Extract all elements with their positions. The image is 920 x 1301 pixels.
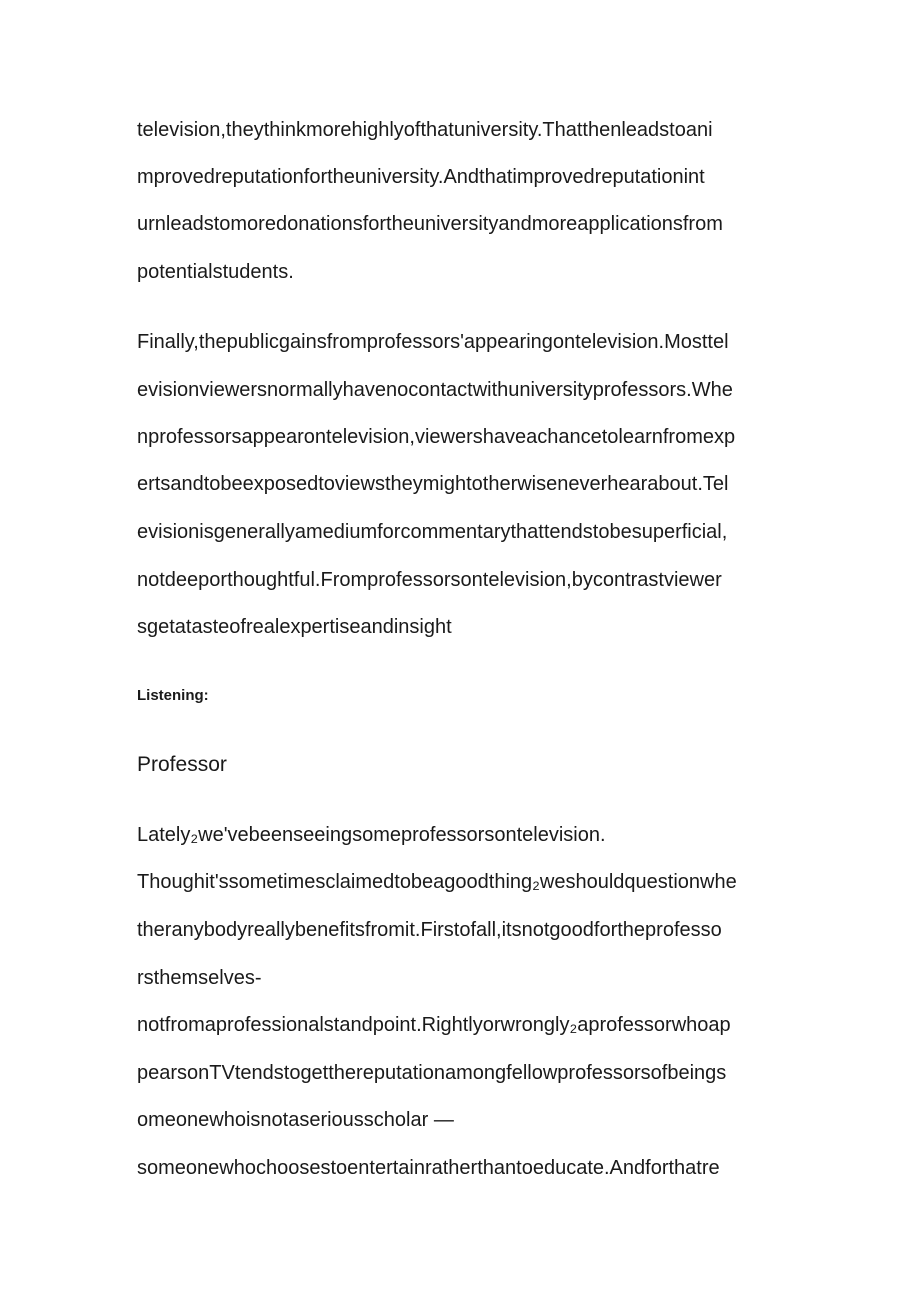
text-line: mprovedreputationfortheuniversity.Andthatimprovedreputationint <box>137 166 705 188</box>
text-line: Lately₂we'vebeenseeingsomeprofessorsontelevision. <box>137 824 606 846</box>
text-line: rsthemselves- <box>137 967 262 989</box>
text-line: nprofessorsappearontelevision,viewershaveachancetolearnfromexp <box>137 426 736 448</box>
text-line: television,theythinkmorehighlyofthatuniversity.Thatthenleadstoani <box>137 119 713 141</box>
text-line: pearsonTVtendstogetthereputationamongfellowprofessorsofbeings <box>137 1062 727 1084</box>
listening-heading: Listening: <box>137 687 209 704</box>
speaker-label: Professor <box>137 753 227 776</box>
text-line: urnleadstomoredonationsfortheuniversityandmoreapplicationsfrom <box>137 213 723 235</box>
text-line: evisionviewersnormallyhavenocontactwithuniversityprofessors.Whe <box>137 379 733 401</box>
text-line: theranybodyreallybenefitsfromit.Firstofall,itsnotgoodfortheprofesso <box>137 919 722 941</box>
text-line: notdeeporthoughtful.Fromprofessorsontelevision,bycontrastviewer <box>137 569 722 591</box>
text-line: sgetatasteofrealexpertiseandinsight <box>137 616 452 638</box>
text-line: Thoughit'ssometimesclaimedtobeagoodthing₂weshouldquestionwhe <box>137 871 737 893</box>
text-line: ertsandtobeexposedtoviewstheymightotherwiseneverhearabout.Tel <box>137 473 729 495</box>
text-line: Finally,thepublicgainsfromprofessors'appearingontelevision.Mosttel <box>137 331 729 353</box>
text-line: omeonewhoisnotaseriousscholar — <box>137 1109 454 1131</box>
text-line: potentialstudents. <box>137 261 294 283</box>
text-line: notfromaprofessionalstandpoint.Rightlyorwrongly₂aprofessorwhoap <box>137 1014 731 1036</box>
text-line: someonewhochoosestoentertainratherthantoeducate.Andforthatre <box>137 1157 720 1179</box>
text-line: evisionisgenerallyamediumforcommentarythattendstobesuperficial, <box>137 521 728 543</box>
